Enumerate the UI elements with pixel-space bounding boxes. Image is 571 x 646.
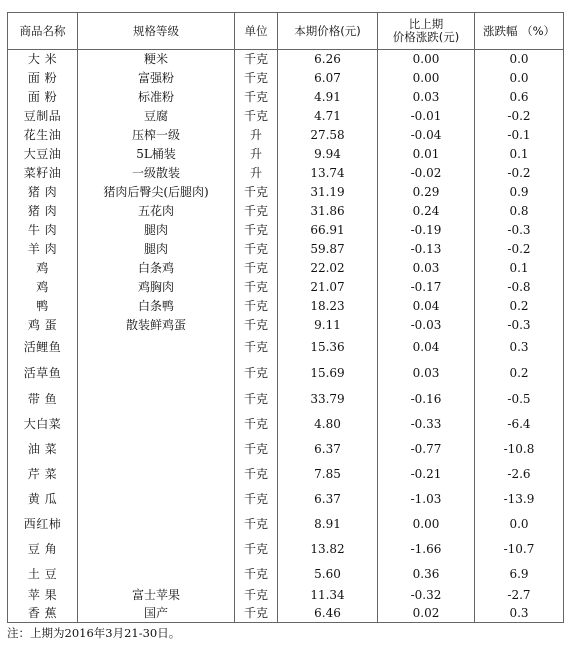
cell-unit: 千克 — [235, 107, 278, 126]
cell-unit: 千克 — [235, 335, 278, 361]
cell-name: 大 米 — [8, 50, 78, 69]
cell-price: 22.02 — [278, 259, 378, 278]
cell-change: 0.00 — [378, 512, 475, 537]
cell-name: 西红柿 — [8, 512, 78, 537]
cell-unit: 千克 — [235, 259, 278, 278]
cell-pct: 0.0 — [475, 50, 564, 69]
cell-unit: 千克 — [235, 605, 278, 623]
cell-change: 0.02 — [378, 605, 475, 623]
cell-pct: -0.2 — [475, 164, 564, 183]
cell-spec: 白条鸡 — [78, 259, 235, 278]
table-row — [8, 50, 564, 69]
header-change-line2: 价格涨跌(元) — [392, 30, 460, 44]
cell-unit: 千克 — [235, 221, 278, 240]
cell-unit: 千克 — [235, 361, 278, 387]
cell-change: 0.03 — [378, 259, 475, 278]
cell-price: 9.11 — [278, 316, 378, 335]
cell-unit: 千克 — [235, 297, 278, 316]
header-name: 商品名称 — [8, 13, 78, 50]
cell-price: 7.85 — [278, 462, 378, 487]
cell-price: 6.37 — [278, 437, 378, 462]
cell-spec: 白条鸭 — [78, 297, 235, 316]
cell-name: 猪 肉 — [8, 202, 78, 221]
table-header-row — [8, 13, 564, 50]
cell-name: 鸡 — [8, 259, 78, 278]
table-row — [8, 512, 564, 537]
table-row — [8, 278, 564, 297]
cell-price: 31.19 — [278, 183, 378, 202]
cell-name: 油 菜 — [8, 437, 78, 462]
cell-change: -0.03 — [378, 316, 475, 335]
cell-name: 带 鱼 — [8, 387, 78, 412]
cell-price: 11.34 — [278, 587, 378, 605]
cell-unit: 千克 — [235, 316, 278, 335]
cell-price: 66.91 — [278, 221, 378, 240]
table-row — [8, 88, 564, 107]
cell-spec: 压榨一级 — [78, 126, 235, 145]
cell-price: 13.82 — [278, 537, 378, 562]
cell-spec: 鸡胸肉 — [78, 278, 235, 297]
header-unit: 单位 — [235, 13, 278, 50]
cell-pct: 0.0 — [475, 512, 564, 537]
cell-spec — [78, 537, 235, 562]
price-table — [7, 12, 564, 623]
cell-price: 33.79 — [278, 387, 378, 412]
cell-unit: 千克 — [235, 240, 278, 259]
cell-change: 0.04 — [378, 335, 475, 361]
table-row — [8, 202, 564, 221]
table-row — [8, 145, 564, 164]
cell-pct: -0.3 — [475, 221, 564, 240]
cell-price: 4.80 — [278, 412, 378, 437]
cell-pct: -0.2 — [475, 240, 564, 259]
cell-name: 猪 肉 — [8, 183, 78, 202]
cell-pct: 0.6 — [475, 88, 564, 107]
cell-change: -0.21 — [378, 462, 475, 487]
cell-price: 6.46 — [278, 605, 378, 623]
header-change — [378, 13, 475, 50]
cell-name: 大豆油 — [8, 145, 78, 164]
cell-spec — [78, 437, 235, 462]
cell-price: 4.71 — [278, 107, 378, 126]
cell-price: 15.69 — [278, 361, 378, 387]
cell-price: 15.36 — [278, 335, 378, 361]
cell-unit: 千克 — [235, 562, 278, 587]
header-price: 本期价格(元) — [278, 13, 378, 50]
cell-change: 0.29 — [378, 183, 475, 202]
cell-change: -0.77 — [378, 437, 475, 462]
cell-pct: -0.8 — [475, 278, 564, 297]
cell-change: 0.36 — [378, 562, 475, 587]
table-row — [8, 69, 564, 88]
cell-change: -0.17 — [378, 278, 475, 297]
cell-unit: 升 — [235, 164, 278, 183]
cell-pct: -13.9 — [475, 487, 564, 512]
cell-name: 面 粉 — [8, 88, 78, 107]
cell-spec — [78, 335, 235, 361]
cell-unit: 千克 — [235, 202, 278, 221]
cell-change: 0.03 — [378, 88, 475, 107]
cell-change: -0.02 — [378, 164, 475, 183]
cell-name: 活草鱼 — [8, 361, 78, 387]
cell-name: 豆 角 — [8, 537, 78, 562]
cell-spec: 标准粉 — [78, 88, 235, 107]
cell-unit: 千克 — [235, 437, 278, 462]
cell-change: 0.00 — [378, 69, 475, 88]
cell-unit: 千克 — [235, 487, 278, 512]
cell-price: 6.37 — [278, 487, 378, 512]
table-row — [8, 183, 564, 202]
table-row — [8, 487, 564, 512]
cell-spec: 豆腐 — [78, 107, 235, 126]
cell-pct: 0.0 — [475, 69, 564, 88]
cell-spec — [78, 412, 235, 437]
table-row — [8, 562, 564, 587]
table-row — [8, 107, 564, 126]
cell-change: -0.01 — [378, 107, 475, 126]
cell-name: 牛 肉 — [8, 221, 78, 240]
cell-spec: 粳米 — [78, 50, 235, 69]
cell-spec — [78, 562, 235, 587]
cell-spec: 5L桶装 — [78, 145, 235, 164]
cell-change: 0.00 — [378, 50, 475, 69]
cell-price: 21.07 — [278, 278, 378, 297]
table-row — [8, 387, 564, 412]
cell-unit: 千克 — [235, 387, 278, 412]
cell-pct: 0.1 — [475, 259, 564, 278]
cell-price: 18.23 — [278, 297, 378, 316]
cell-unit: 千克 — [235, 69, 278, 88]
cell-change: -1.66 — [378, 537, 475, 562]
table-row — [8, 605, 564, 623]
cell-name: 黄 瓜 — [8, 487, 78, 512]
cell-pct: -2.7 — [475, 587, 564, 605]
cell-spec: 散装鲜鸡蛋 — [78, 316, 235, 335]
cell-spec: 腿肉 — [78, 221, 235, 240]
table-row — [8, 126, 564, 145]
cell-name: 香 蕉 — [8, 605, 78, 623]
cell-price: 5.60 — [278, 562, 378, 587]
cell-price: 6.26 — [278, 50, 378, 69]
cell-pct: -10.8 — [475, 437, 564, 462]
cell-change: -0.16 — [378, 387, 475, 412]
cell-change: -0.04 — [378, 126, 475, 145]
cell-pct: 0.3 — [475, 335, 564, 361]
cell-pct: -6.4 — [475, 412, 564, 437]
cell-pct: 0.3 — [475, 605, 564, 623]
cell-pct: 0.2 — [475, 297, 564, 316]
cell-pct: 0.9 — [475, 183, 564, 202]
cell-name: 面 粉 — [8, 69, 78, 88]
cell-price: 31.86 — [278, 202, 378, 221]
footnote: 注：上期为2016年3月21-30日。 — [7, 626, 181, 640]
cell-pct: 0.1 — [475, 145, 564, 164]
cell-price: 27.58 — [278, 126, 378, 145]
cell-change: -0.19 — [378, 221, 475, 240]
cell-unit: 千克 — [235, 412, 278, 437]
table-row — [8, 462, 564, 487]
table-row — [8, 164, 564, 183]
header-change-line1: 比上期 — [408, 17, 444, 31]
cell-unit: 千克 — [235, 50, 278, 69]
cell-name: 羊 肉 — [8, 240, 78, 259]
cell-unit: 千克 — [235, 512, 278, 537]
cell-pct: -10.7 — [475, 537, 564, 562]
table-row — [8, 316, 564, 335]
cell-spec: 腿肉 — [78, 240, 235, 259]
header-pct: 涨跌幅 （%） — [475, 13, 564, 50]
cell-name: 鸭 — [8, 297, 78, 316]
cell-spec: 富士苹果 — [78, 587, 235, 605]
cell-unit: 升 — [235, 126, 278, 145]
cell-spec: 一级散装 — [78, 164, 235, 183]
cell-pct: -2.6 — [475, 462, 564, 487]
cell-name: 苹 果 — [8, 587, 78, 605]
cell-unit: 千克 — [235, 587, 278, 605]
cell-price: 59.87 — [278, 240, 378, 259]
cell-pct: -0.1 — [475, 126, 564, 145]
cell-unit: 千克 — [235, 88, 278, 107]
table-row — [8, 335, 564, 361]
cell-pct: 0.8 — [475, 202, 564, 221]
cell-unit: 千克 — [235, 278, 278, 297]
cell-pct: -0.3 — [475, 316, 564, 335]
cell-pct: 6.9 — [475, 562, 564, 587]
cell-spec: 国产 — [78, 605, 235, 623]
cell-unit: 升 — [235, 145, 278, 164]
header-spec: 规格等级 — [78, 13, 235, 50]
cell-change: -1.03 — [378, 487, 475, 512]
cell-name: 菜籽油 — [8, 164, 78, 183]
cell-change: -0.32 — [378, 587, 475, 605]
cell-change: -0.33 — [378, 412, 475, 437]
cell-price: 6.07 — [278, 69, 378, 88]
cell-name: 芹 菜 — [8, 462, 78, 487]
cell-unit: 千克 — [235, 462, 278, 487]
table-row — [8, 297, 564, 316]
cell-pct: -0.2 — [475, 107, 564, 126]
cell-spec — [78, 487, 235, 512]
cell-spec — [78, 512, 235, 537]
table-body — [8, 50, 564, 623]
cell-spec — [78, 387, 235, 412]
cell-price: 13.74 — [278, 164, 378, 183]
cell-change: 0.04 — [378, 297, 475, 316]
table-row — [8, 412, 564, 437]
cell-spec — [78, 361, 235, 387]
cell-change: 0.01 — [378, 145, 475, 164]
cell-spec: 五花肉 — [78, 202, 235, 221]
cell-price: 4.91 — [278, 88, 378, 107]
cell-name: 豆制品 — [8, 107, 78, 126]
cell-change: -0.13 — [378, 240, 475, 259]
cell-spec — [78, 462, 235, 487]
cell-spec: 猪肉后臀尖(后腿肉) — [78, 183, 235, 202]
table-row — [8, 587, 564, 605]
cell-pct: -0.5 — [475, 387, 564, 412]
table-row — [8, 437, 564, 462]
cell-unit: 千克 — [235, 183, 278, 202]
cell-change: 0.24 — [378, 202, 475, 221]
table-row — [8, 361, 564, 387]
cell-price: 8.91 — [278, 512, 378, 537]
cell-unit: 千克 — [235, 537, 278, 562]
table-row — [8, 221, 564, 240]
cell-name: 土 豆 — [8, 562, 78, 587]
cell-pct: 0.2 — [475, 361, 564, 387]
table-row — [8, 537, 564, 562]
cell-name: 活鲤鱼 — [8, 335, 78, 361]
cell-name: 鸡 蛋 — [8, 316, 78, 335]
cell-change: 0.03 — [378, 361, 475, 387]
cell-spec: 富强粉 — [78, 69, 235, 88]
table-row — [8, 240, 564, 259]
cell-name: 大白菜 — [8, 412, 78, 437]
table-row — [8, 259, 564, 278]
cell-name: 花生油 — [8, 126, 78, 145]
cell-name: 鸡 — [8, 278, 78, 297]
cell-price: 9.94 — [278, 145, 378, 164]
